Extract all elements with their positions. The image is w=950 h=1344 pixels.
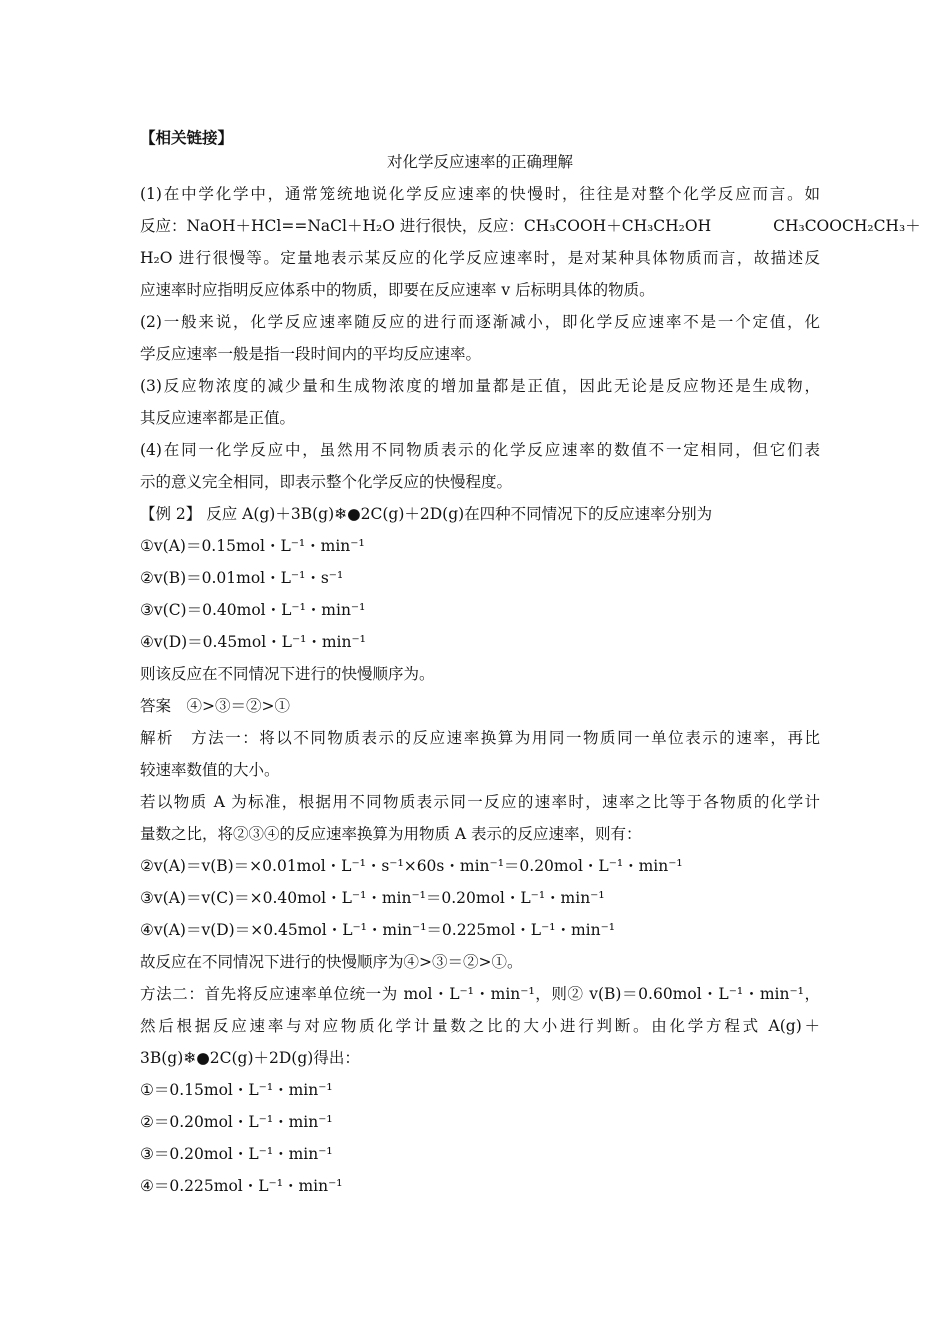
rate-item: ②v(B)＝0.01mol・L⁻¹・s⁻¹ <box>140 569 344 587</box>
question-line: 则该反应在不同情况下进行的快慢顺序为。 <box>140 665 435 683</box>
paragraph-line: (3)反应物浓度的减少量和生成物浓度的增加量都是正值，因此无论是反应物还是生成物， <box>140 377 820 395</box>
method2-line: 然后根据反应速率与对应物质化学计量数之比的大小进行判断。由化学方程式 A(g)＋ <box>140 1017 820 1035</box>
rate-item: ③v(C)＝0.40mol・L⁻¹・min⁻¹ <box>140 601 366 619</box>
method2-line: 3B(g)❄●2C(g)＋2D(g)得出： <box>140 1049 360 1067</box>
paragraph-line: 示的意义完全相同，即表示整个化学反应的快慢程度。 <box>140 473 513 491</box>
analysis-line: 若以物质 A 为标准，根据用不同物质表示同一反应的速率时，速率之比等于各物质的化学计 <box>140 793 820 811</box>
conversion-line: ②v(A)＝v(B)＝×0.01mol・L⁻¹・s⁻¹×60s・min⁻¹＝0.20mol・L⁻¹・min⁻¹ <box>140 857 683 875</box>
paragraph-line: H₂O 进行很慢等。定量地表示某反应的化学反应速率时，是对某种具体物质而言，故描述反 <box>140 249 820 267</box>
paragraph-line: (2)一般来说，化学反应速率随反应的进行而逐渐减小，即化学反应速率不是一个定值，化 <box>140 313 820 331</box>
conversion-line: ④v(A)＝v(D)＝×0.45mol・L⁻¹・min⁻¹＝0.225mol・L⁻¹・min⁻¹ <box>140 921 616 939</box>
analysis-line: 较速率数值的大小。 <box>140 761 280 779</box>
section-subtitle: 对化学反应速率的正确理解 <box>386 153 573 171</box>
ratio-item: ④＝0.225mol・L⁻¹・min⁻¹ <box>140 1177 343 1195</box>
example-heading: 【例 2】 反应 A(g)＋3B(g)❄●2C(g)＋2D(g)在四种不同情况下的反应速率分别为 <box>140 505 713 523</box>
ratio-item: ②＝0.20mol・L⁻¹・min⁻¹ <box>140 1113 333 1131</box>
paragraph-line: 学反应速率一般是指一段时间内的平均反应速率。 <box>140 345 482 363</box>
ratio-item: ③＝0.20mol・L⁻¹・min⁻¹ <box>140 1145 333 1163</box>
answer-line: 答案 ④>③＝②>① <box>140 697 290 715</box>
paragraph-line: 应速率时应指明反应体系中的物质，即要在反应速率 v 后标明具体的物质。 <box>140 281 655 299</box>
ratio-item: ①＝0.15mol・L⁻¹・min⁻¹ <box>140 1081 333 1099</box>
conclusion-line: 故反应在不同情况下进行的快慢顺序为④>③＝②>①。 <box>140 953 523 971</box>
rate-item: ①v(A)＝0.15mol・L⁻¹・min⁻¹ <box>140 537 365 555</box>
paragraph-line: (1)在中学化学中，通常笼统地说化学反应速率的快慢时，往往是对整个化学反应而言。如 <box>140 185 820 203</box>
analysis-line: 量数之比，将②③④的反应速率换算为用物质 A 表示的反应速率，则有： <box>140 825 642 843</box>
conversion-line: ③v(A)＝v(C)＝×0.40mol・L⁻¹・min⁻¹＝0.20mol・L⁻¹・min⁻¹ <box>140 889 605 907</box>
paragraph-line: 其反应速率都是正值。 <box>140 409 296 427</box>
paragraph-line: 反应：NaOH＋HCl==NaCl＋H₂O 进行很快，反应：CH₃COOH＋CH₃CH₂OH CH₃COOCH₂CH₃＋ <box>140 217 921 235</box>
method2-line: 方法二：首先将反应速率单位统一为 mol・L⁻¹・min⁻¹，则② v(B)＝0.60mol・L⁻¹・min⁻¹， <box>140 985 820 1003</box>
rate-item: ④v(D)＝0.45mol・L⁻¹・min⁻¹ <box>140 633 366 651</box>
section-title: 【相关链接】 <box>140 128 234 147</box>
paragraph-line: (4)在同一化学反应中，虽然用不同物质表示的化学反应速率的数值不一定相同，但它们表 <box>140 441 820 459</box>
analysis-line: 解析 方法一：将以不同物质表示的反应速率换算为用同一物质同一单位表示的速率，再比 <box>140 729 820 747</box>
